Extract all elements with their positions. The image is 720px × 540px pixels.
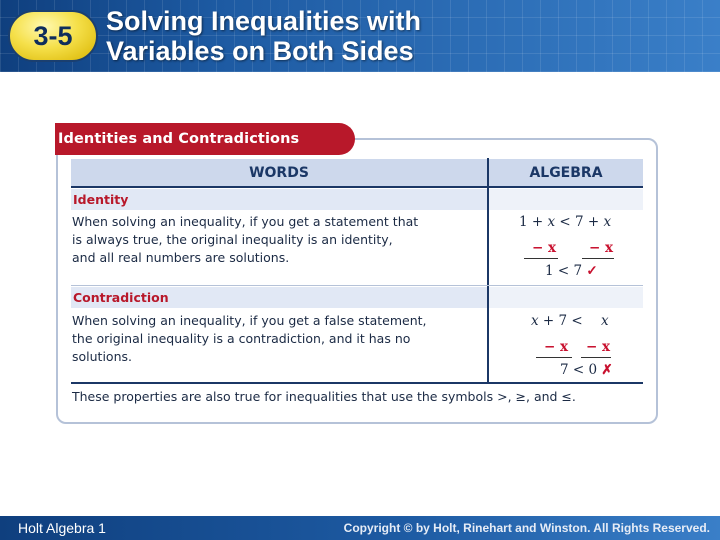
lesson-number: 3-5 [33,20,73,51]
algebra-column-header: ALGEBRA [489,159,643,186]
identity-line-1: When solving an inequality, if you get a statement that [72,214,419,229]
identity-result: 1 < 7 ✓ [545,263,598,279]
contradiction-subtract-left: − x [544,339,569,355]
words-column-header: WORDS [71,159,487,186]
identity-line-3: and all real numbers are solutions. [72,250,290,265]
contradiction-underline-left [536,357,572,358]
row-divider [71,285,643,286]
slide-title [106,6,606,66]
slide-footer [0,516,720,540]
contradiction-subtract-right: − x [586,339,611,355]
identity-description [72,213,484,267]
course-name: Holt Algebra 1 [18,520,106,536]
contradiction-heading: Contradiction [71,287,487,308]
identity-algebra-shade [489,189,643,210]
contradiction-line-3: solutions. [72,349,132,364]
header-divider [71,186,643,188]
identity-heading: Identity [71,189,487,210]
footnote-divider [71,382,643,384]
contradiction-line-1: When solving an inequality, if you get a false statement, [72,313,427,328]
identity-underline-right [582,258,614,259]
footnote: These properties are also true for inequalities that use the symbols >, ≥, and ≤. [72,389,576,404]
cross-mark-icon: ✗ [601,362,613,378]
box-title: Identities and Contradictions [58,131,300,147]
contradiction-step-1-right: x [601,313,609,329]
identity-step-1: 1 + x < 7 + x [519,214,612,230]
identity-subtract-right: − x [589,240,614,256]
box-title-tab [55,123,355,155]
contradiction-result: 7 < 0 ✗ [560,362,613,378]
contradiction-line-2: the original inequality is a contradiction, and it has no [72,331,411,346]
contradiction-algebra-shade [489,287,643,308]
title-line-1: Solving Inequalities with [106,6,422,36]
contradiction-description [72,312,484,366]
slide-header [0,0,720,72]
identity-underline-left [524,258,558,259]
contradiction-underline-right [581,357,611,358]
title-line-2: Variables on Both Sides [106,36,414,66]
identity-line-2: is always true, the original inequality is an identity, [72,232,393,247]
identity-subtract-left: − x [532,240,557,256]
copyright-notice: Copyright © by Holt, Rinehart and Winston. All Rights Reserved. [343,521,710,535]
contradiction-step-1: x + 7 < [531,313,583,329]
lesson-badge [8,10,98,62]
check-mark-icon: ✓ [586,263,598,279]
